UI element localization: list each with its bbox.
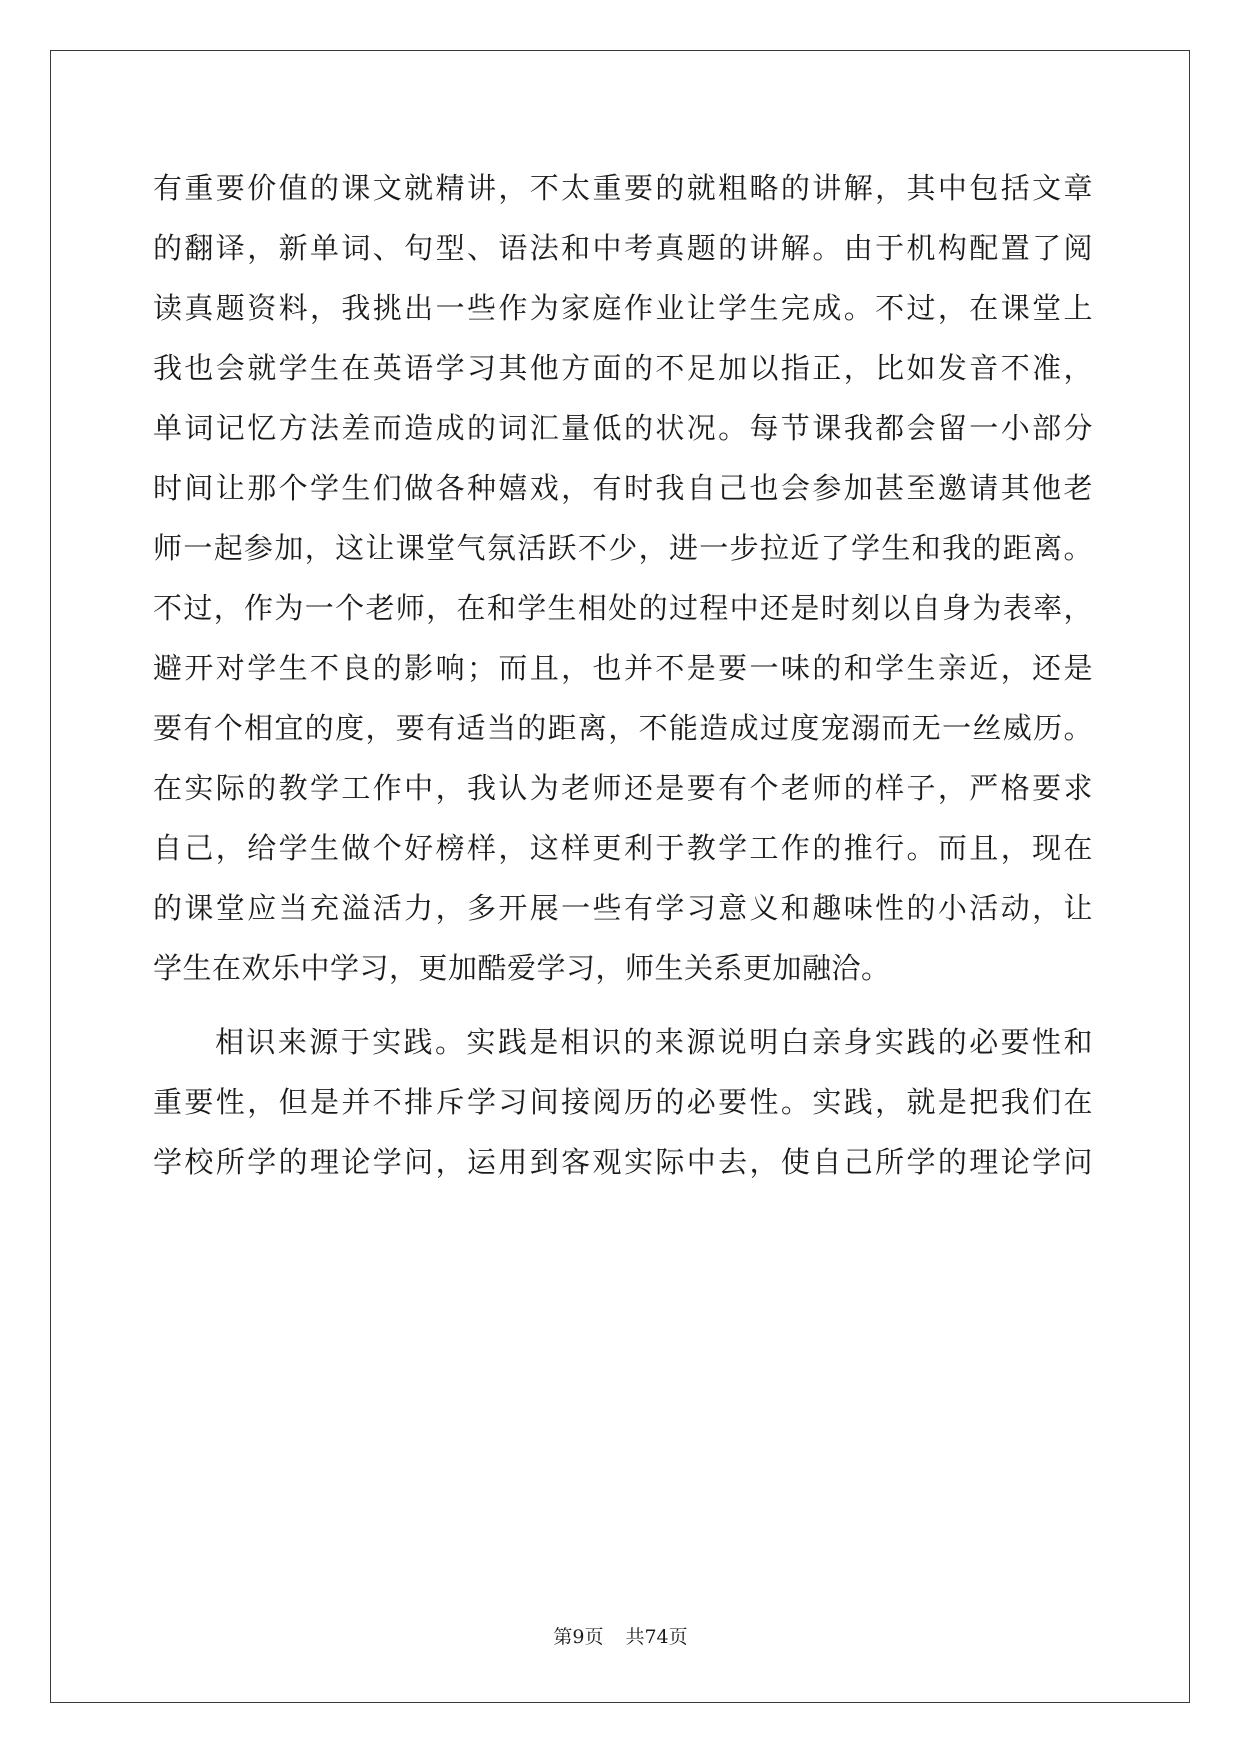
text-line: 学校所学的理论学问，运用到客观实际中去，使自己所学的理论学问 bbox=[153, 1145, 1093, 1179]
text-line: 我也会就学生在英语学习其他方面的不足加以指正，比如发音不准， bbox=[153, 351, 1093, 385]
text-line: 避开对学生不良的影响；而且，也并不是要一味的和学生亲近，还是 bbox=[153, 651, 1093, 685]
page-footer bbox=[0, 1625, 1241, 1649]
text-line: 单词记忆方法差而造成的词汇量低的状况。每节课我都会留一小部分 bbox=[153, 411, 1093, 445]
text-line: 时间让那个学生们做各种嬉戏，有时我自己也会参加甚至邀请其他老 bbox=[153, 471, 1093, 505]
paragraph-first-line: 相识来源于实践。实践是相识的来源说明白亲身实践的必要性和 bbox=[215, 1025, 1093, 1059]
text-line: 自己，给学生做个好榜样，这样更利于教学工作的推行。而且，现在 bbox=[153, 831, 1093, 865]
text-line: 读真题资料，我挑出一些作为家庭作业让学生完成。不过，在课堂上 bbox=[153, 291, 1093, 325]
page-number: 第9页 bbox=[553, 1626, 604, 1648]
text-line: 有重要价值的课文就精讲，不太重要的就粗略的讲解，其中包括文章 bbox=[153, 171, 1093, 205]
page-total: 共74页 bbox=[625, 1626, 688, 1648]
text-line: 的翻译，新单词、句型、语法和中考真题的讲解。由于机构配置了阅 bbox=[153, 231, 1093, 265]
text-line: 师一起参加，这让课堂气氛活跃不少，进一步拉近了学生和我的距离。 bbox=[153, 531, 1093, 565]
text-line: 重要性，但是并不排斥学习间接阅历的必要性。实践，就是把我们在 bbox=[153, 1085, 1093, 1119]
text-line: 要有个相宜的度，要有适当的距离，不能造成过度宠溺而无一丝威历。 bbox=[153, 711, 1093, 745]
text-line: 的课堂应当充溢活力，多开展一些有学习意义和趣味性的小活动，让 bbox=[153, 891, 1093, 925]
text-line: 不过，作为一个老师，在和学生相处的过程中还是时刻以自身为表率， bbox=[153, 591, 1093, 625]
text-line: 学生在欢乐中学习，更加酷爱学习，师生关系更加融洽。 bbox=[153, 951, 891, 985]
text-line: 在实际的教学工作中，我认为老师还是要有个老师的样子，严格要求 bbox=[153, 771, 1093, 805]
